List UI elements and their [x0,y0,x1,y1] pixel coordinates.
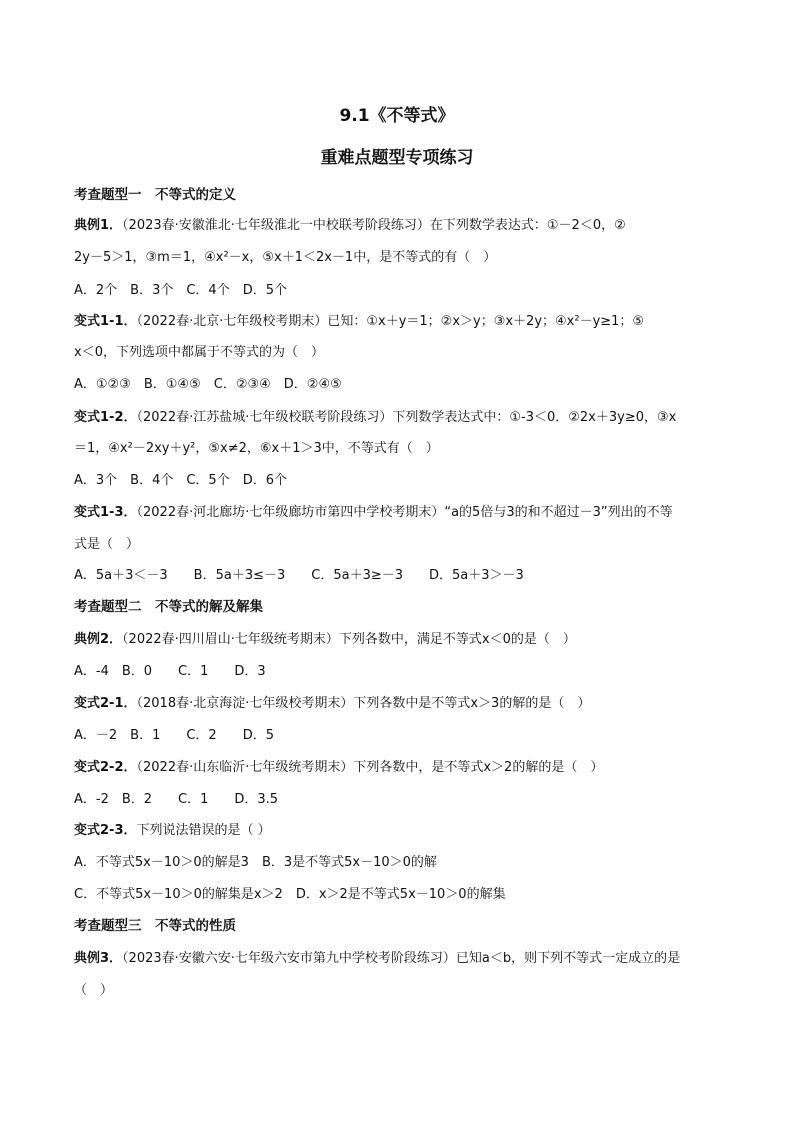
variant-1-1-line-1 [74,314,724,330]
question-text: （2022春·山东临沂·七年级统考期末）下列各数中，是不等式x＞2的解的是（ ） [136,760,604,775]
question-label: 典例2． [74,632,123,647]
example-2-options: A．-4 B．0 C．1 D．3 [74,664,266,679]
question-text: （2023春·安徽六安·七年级六安市第九中学校考阶段练习）已知a＜b，则下列不等式一定成立的是 [122,951,681,966]
question-text: （2022春·江苏盐城·七年级校联考阶段练习）下列数学表达式中：①-3＜0．②2x＋3y≥0，③x [136,410,677,425]
example-1-line-2: 2y－5＞1，③m＝1，④x²－x，⑤x＋1＜2x－1中，是不等式的有（ ） [74,250,497,265]
question-text: （2018春·北京海淀·七年级校考期末）下列各数中是不等式x＞3的解的是（ ） [136,696,591,711]
variant-1-3-line-1 [74,505,724,521]
example-3-line-1 [74,951,724,967]
variant-2-2-options: A．-2 B．2 C．1 D．3.5 [74,792,279,807]
example-3-line-2: （ ） [74,983,114,998]
variant-2-1-options: A．－2 B．1 C．2 D．5 [74,728,274,743]
variant-1-3-line-2: 式是（ ） [74,537,140,552]
section-heading-1: 考查题型一 不等式的定义 [74,187,236,203]
question-text: （2023春·安徽淮北·七年级淮北一中校联考阶段练习）在下列数学表达式：①－2＜0，② [122,218,626,233]
variant-2-3-line-1 [74,823,724,839]
page-title: 9.1《不等式》 [339,106,455,126]
example-2-line-1 [74,632,724,648]
section-heading-3: 考查题型三 不等式的性质 [74,918,236,934]
question-label: 变式2-1． [74,696,137,711]
question-label: 变式1-1． [74,314,137,329]
variant-1-2-line-1 [74,410,724,426]
question-label: 典例1． [74,218,123,233]
question-label: 变式2-2． [74,760,137,775]
question-label: 典例3． [74,951,123,966]
question-text: （2022春·四川眉山·七年级统考期末）下列各数中，满足不等式x＜0的是（ ） [122,632,576,647]
question-text: 下列说法错误的是（ ） [136,823,271,838]
variant-2-3-options-ab: A．不等式5x－10＞0的解是3 B．3是不等式5x－10＞0的解 [74,855,437,870]
variant-2-1-line-1 [74,696,724,712]
variant-2-3-options-cd: C．不等式5x－10＞0的解集是x＞2 D．x＞2是不等式5x－10＞0的解集 [74,887,506,902]
variant-1-1-options: A．①②③ B．①④⑤ C．②③④ D．②④⑤ [74,377,342,392]
question-text: （2022春·北京·七年级校考期末）已知：①x＋y＝1；②x＞y；③x＋2y；④x²－y≥1；⑤ [136,314,645,329]
example-1-options: A．2个 B．3个 C．4个 D．5个 [74,283,287,298]
page-subtitle: 重难点题型专项练习 [320,148,474,168]
variant-2-2-line-1 [74,760,724,776]
variant-1-1-line-2: x＜0，下列选项中都属于不等式的为（ ） [74,345,324,360]
variant-1-3-options: A．5a＋3＜－3 B．5a＋3≤－3 C．5a＋3≥－3 D．5a＋3＞－3 [74,568,524,583]
variant-1-2-line-2: ＝1，④x²－2xy＋y²，⑤x≠2，⑥x＋1＞3中，不等式有（ ） [74,441,439,456]
question-text: （2022春·河北廊坊·七年级廊坊市第四中学校考期末）“a的5倍与3的和不超过－3”列出的不等 [136,505,673,520]
section-heading-2: 考查题型二 不等式的解及解集 [74,599,263,615]
variant-1-2-options: A．3个 B．4个 C．5个 D．6个 [74,473,287,488]
question-label: 变式2-3． [74,823,137,838]
question-label: 变式1-2． [74,410,137,425]
question-label: 变式1-3． [74,505,137,520]
example-1-line-1 [74,218,724,234]
